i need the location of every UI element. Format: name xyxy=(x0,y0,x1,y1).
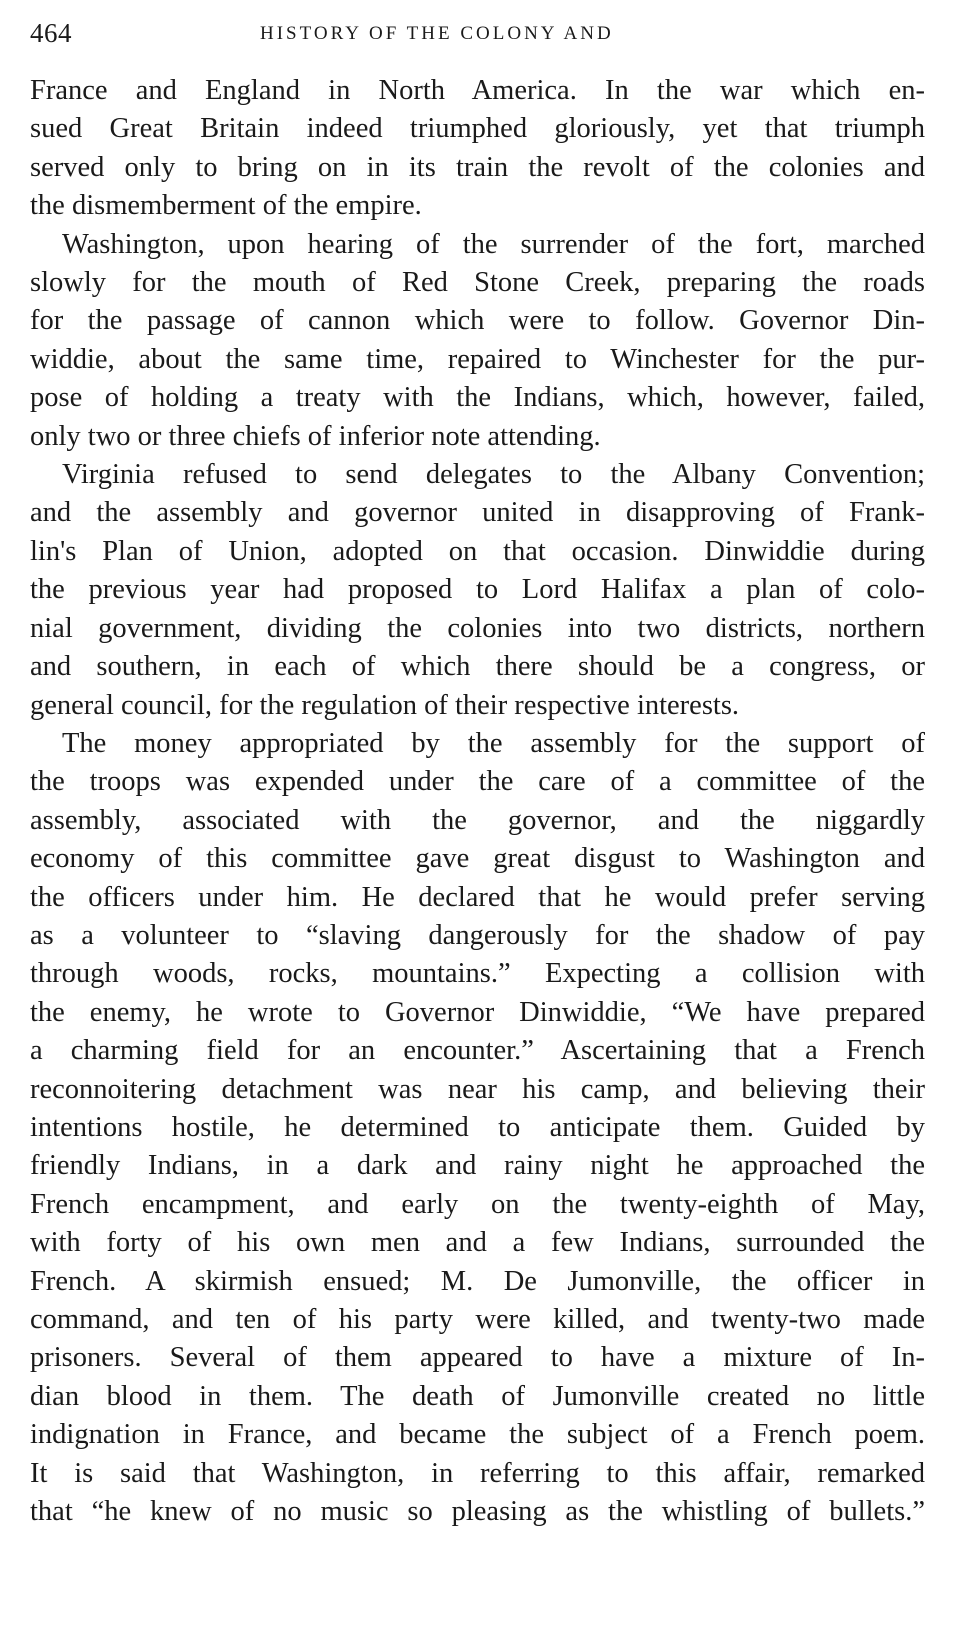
text-line: assembly, associated with the governor, and the niggardly xyxy=(30,804,925,836)
text-line: the previous year had proposed to Lord Halifax a plan of colo- xyxy=(30,574,925,606)
text-line: It is said that Washington, in referring to this affair, remarked xyxy=(30,1457,925,1489)
text-line: Virginia refused to send delegates to the Albany Convention; xyxy=(62,459,925,491)
text-line: economy of this committee gave great disgust to Washington and xyxy=(30,843,925,875)
body-text xyxy=(30,72,925,1531)
text-line: as a volunteer to “slaving dangerously for the shadow of pay xyxy=(30,919,925,951)
text-line: through woods, rocks, mountains.” Expecting a collision with xyxy=(30,958,925,990)
text-line: reconnoitering detachment was near his camp, and believing their xyxy=(30,1073,925,1105)
book-page xyxy=(30,10,925,1531)
text-line: French encampment, and early on the twenty-eighth of May, xyxy=(30,1188,925,1220)
text-line: and the assembly and governor united in disapproving of Frank- xyxy=(30,497,925,529)
text-line: widdie, about the same time, repaired to Winchester for the pur- xyxy=(30,343,925,375)
text-line: lin's Plan of Union, adopted on that occasion. Dinwiddie during xyxy=(30,535,925,567)
text-line: command, and ten of his party were killed, and twenty-two made xyxy=(30,1304,925,1335)
text-line: the troops was expended under the care of a committee of the xyxy=(30,766,925,798)
running-head: HISTORY OF THE COLONY AND xyxy=(260,23,614,44)
text-line: nial government, dividing the colonies into two districts, northern xyxy=(30,612,925,644)
text-line: served only to bring on in its train the revolt of the colonies and xyxy=(30,151,925,183)
text-line: the officers under him. He declared that he would prefer serving xyxy=(30,881,925,913)
text-line: dian blood in them. The death of Jumonville created no little xyxy=(30,1380,925,1412)
text-line: French. A skirmish ensued; M. De Jumonville, the officer in xyxy=(30,1265,925,1297)
text-line: general council, for the regulation of their respective interests. xyxy=(30,689,740,721)
text-line: and southern, in each of which there should be a congress, or xyxy=(30,651,925,683)
text-line: friendly Indians, in a dark and rainy night he approached the xyxy=(30,1150,925,1182)
text-line: France and England in North America. In the war which en- xyxy=(30,75,925,106)
text-line: sued Great Britain indeed triumphed gloriously, yet that triumph xyxy=(30,113,925,145)
text-line: the dismemberment of the empire. xyxy=(30,190,422,222)
page-header xyxy=(30,10,925,50)
text-line: intentions hostile, he determined to anticipate them. Guided by xyxy=(30,1111,925,1143)
text-line: Washington, upon hearing of the surrender of the fort, marched xyxy=(62,228,925,260)
text-line: with forty of his own men and a few Indians, surrounded the xyxy=(30,1227,925,1259)
text-line: pose of holding a treaty with the Indians, which, however, failed, xyxy=(30,382,925,414)
text-line: The money appropriated by the assembly for the support of xyxy=(62,727,925,759)
text-line: that “he knew of no music so pleasing as the whistling of bullets.” xyxy=(30,1496,925,1528)
page-number: 464 xyxy=(30,18,72,48)
text-line: indignation in France, and became the subject of a French poem. xyxy=(30,1419,925,1451)
text-line: for the passage of cannon which were to follow. Governor Din- xyxy=(30,305,925,337)
text-line: the enemy, he wrote to Governor Dinwiddie, “We have prepared xyxy=(30,996,925,1028)
text-line: prisoners. Several of them appeared to have a mixture of In- xyxy=(30,1342,925,1374)
text-line: only two or three chiefs of inferior note attending. xyxy=(30,420,601,452)
text-line: slowly for the mouth of Red Stone Creek, preparing the roads xyxy=(30,267,925,299)
text-line: a charming field for an encounter.” Ascertaining that a French xyxy=(30,1035,925,1067)
